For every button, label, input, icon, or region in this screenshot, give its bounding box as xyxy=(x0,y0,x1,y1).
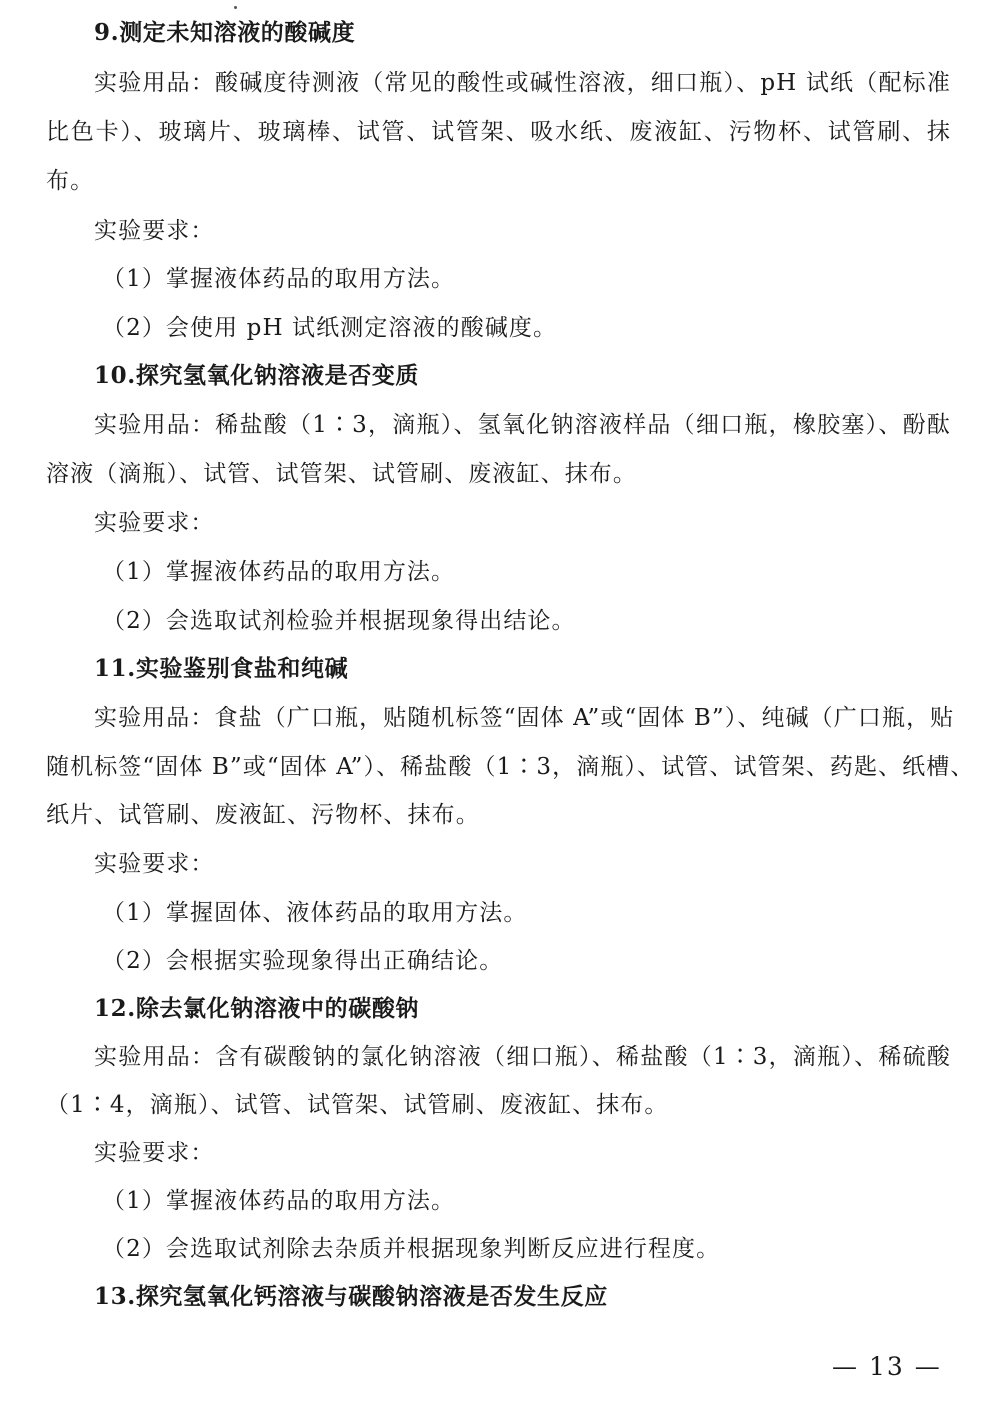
section-10-materials-line-1: 实验用品：稀盐酸（1∶3，滴瓶）、氢氧化钠溶液样品（细口瓶，橡胶塞）、酚酞 xyxy=(94,412,951,438)
section-9-materials-line-2: 比色卡）、玻璃片、玻璃棒、试管、试管架、吸水纸、废液缸、污物杯、试管刷、抹 xyxy=(46,119,951,145)
section-11-requirements-label: 实验要求： xyxy=(94,851,215,877)
section-10-materials-line-2: 溶液（滴瓶）、试管、试管架、试管刷、废液缸、抹布。 xyxy=(46,461,637,487)
section-9-materials-line-1: 实验用品：酸碱度待测液（常见的酸性或碱性溶液，细口瓶）、pH 试纸（配标准 xyxy=(94,70,951,96)
section-9-title: 9.测定未知溶液的酸碱度 xyxy=(94,19,356,46)
page-number: — 13 — xyxy=(832,1352,942,1381)
section-9-requirement-1: （1）掌握液体药品的取用方法。 xyxy=(102,266,456,292)
section-10-requirements-label: 实验要求： xyxy=(94,510,215,536)
section-12-requirement-1: （1）掌握液体药品的取用方法。 xyxy=(102,1188,456,1214)
document-page xyxy=(46,0,975,1403)
section-10-requirement-1: （1）掌握液体药品的取用方法。 xyxy=(102,559,456,585)
section-13-title: 13.探究氢氧化钙溶液与碳酸钠溶液是否发生反应 xyxy=(94,1283,608,1310)
section-9-materials-line-3: 布。 xyxy=(46,168,95,194)
section-9-requirement-2: （2）会使用 pH 试纸测定溶液的酸碱度。 xyxy=(102,315,558,341)
section-11-requirement-2: （2）会根据实验现象得出正确结论。 xyxy=(102,948,504,974)
section-11-title: 11.实验鉴别食盐和纯碱 xyxy=(94,655,349,682)
section-9-requirements-label: 实验要求： xyxy=(94,218,215,244)
section-11-materials-line-2: 随机标签“固体 B”或“固体 A”）、稀盐酸（1∶3，滴瓶）、试管、试管架、药匙、纸槽、 xyxy=(46,754,975,780)
section-11-materials-line-3: 纸片、试管刷、废液缸、污物杯、抹布。 xyxy=(46,802,480,828)
section-11-materials-line-1: 实验用品：食盐（广口瓶，贴随机标签“固体 A”或“固体 B”）、纯碱（广口瓶，贴 xyxy=(94,705,955,731)
scan-speck xyxy=(234,6,237,9)
section-11-requirement-1: （1）掌握固体、液体药品的取用方法。 xyxy=(102,900,528,926)
section-12-title: 12.除去氯化钠溶液中的碳酸钠 xyxy=(94,995,420,1022)
section-12-materials-line-1: 实验用品：含有碳酸钠的氯化钠溶液（细口瓶）、稀盐酸（1∶3，滴瓶）、稀硫酸 xyxy=(94,1044,951,1070)
section-10-title: 10.探究氢氧化钠溶液是否变质 xyxy=(94,362,420,389)
section-12-materials-line-2: （1∶4，滴瓶）、试管、试管架、试管刷、废液缸、抹布。 xyxy=(46,1092,669,1118)
section-12-requirements-label: 实验要求： xyxy=(94,1140,215,1166)
section-12-requirement-2: （2）会选取试剂除去杂质并根据现象判断反应进行程度。 xyxy=(102,1236,721,1262)
section-10-requirement-2: （2）会选取试剂检验并根据现象得出结论。 xyxy=(102,608,576,634)
